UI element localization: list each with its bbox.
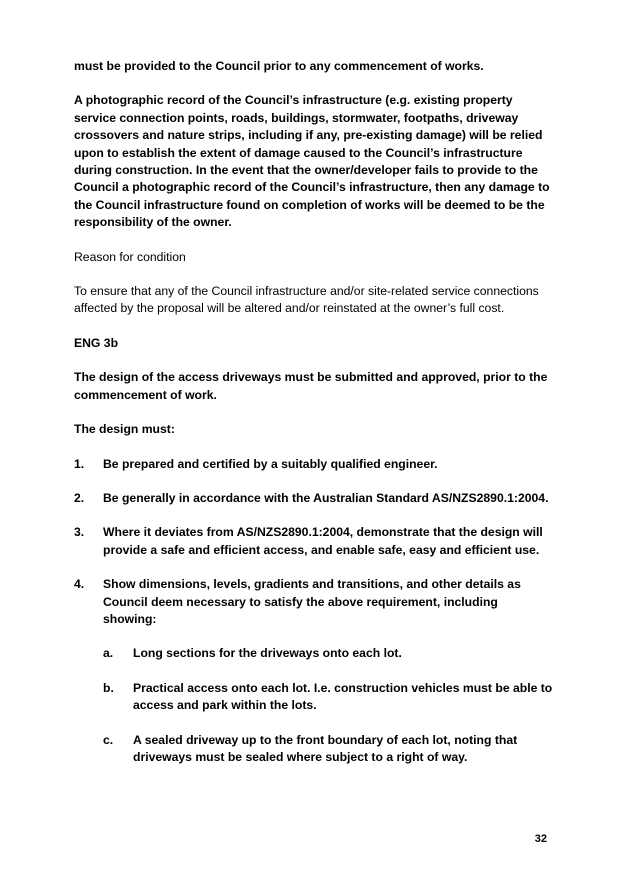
sub-list-letter: a. xyxy=(103,646,114,661)
list-text: Be generally in accordance with the Australian Standard AS/NZS2890.1:2004. xyxy=(103,490,549,505)
sub-list-item xyxy=(103,680,554,715)
list-text: Where it deviates from AS/NZS2890.1:2004, demonstrate that the design will provide a safe and efficient access, and enable safe, easy and efficient use. xyxy=(103,525,543,557)
sub-list-text: A sealed driveway up to the front boundary of each lot, noting that driveways must be sealed where subject to a right of way. xyxy=(133,732,518,764)
document-body xyxy=(74,58,554,783)
list-number: 1. xyxy=(74,456,85,471)
page-number: 32 xyxy=(534,833,547,845)
sub-list-letter: b. xyxy=(103,680,114,695)
reason-paragraph: To ensure that any of the Council infrastructure and/or site-related service connections affected by the proposal will be altered and/or reinstated at the owner’s full cost. xyxy=(74,284,539,316)
list-item xyxy=(74,576,554,628)
list-item xyxy=(74,524,554,559)
list-number: 2. xyxy=(74,490,85,505)
list-number: 4. xyxy=(74,577,85,592)
list-number: 3. xyxy=(74,525,85,540)
sub-list-text: Practical access onto each lot. I.e. construction vehicles must be able to access and park within the lots. xyxy=(133,680,553,713)
intro-tail-paragraph: must be provided to the Council prior to any commencement of works. xyxy=(74,59,484,73)
list-text: Show dimensions, levels, gradients and transitions, and other details as Council deem necessary to satisfy the above requirement, including showing: xyxy=(103,577,521,626)
list-text: Be prepared and certified by a suitably qualified engineer. xyxy=(103,456,438,471)
sub-list-text: Long sections for the driveways onto each lot. xyxy=(133,646,402,661)
sub-list-letter: c. xyxy=(103,732,114,747)
sub-list-item xyxy=(103,645,554,662)
list-item xyxy=(74,456,554,473)
design-must-heading: The design must: xyxy=(74,422,175,437)
sub-list-item xyxy=(103,732,554,767)
design-approval-paragraph: The design of the access driveways must be submitted and approved, prior to the commencement of work. xyxy=(74,370,548,402)
photographic-record-paragraph: A photographic record of the Council’s infrastructure (e.g. existing property service connection points, roads, buildings, stormwater, footpaths, driveway crossovers and nature strips, including if any, pre-existing damage) will be relied upon to establish the extent of damage caused to the Council’s infrastructure during construction. In the event that the owner/developer fails to provide to the Council a photographic record of the Council’s infrastructure, then any damage to the Council infrastructure found on completion of works will be deemed to be the responsibility of the owner. xyxy=(74,93,550,230)
list-item xyxy=(74,490,554,507)
condition-code-heading: ENG 3b xyxy=(74,335,119,350)
reason-heading: Reason for condition xyxy=(74,249,186,264)
